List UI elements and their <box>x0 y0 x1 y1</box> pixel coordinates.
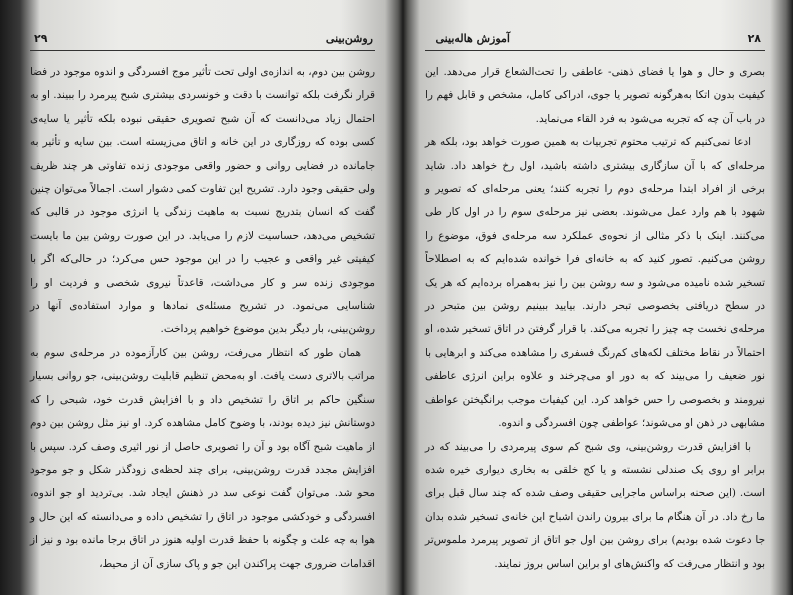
page-header <box>425 28 765 51</box>
paragraph: روشن بین دوم، به اندازه‌ی اولی تحت تأثیر موج افسردگی و اندوه موجود در فضا قرار نگرفت بلکه توانست با دقت و خونسردی بیشتری شبح پیرمرد را ببیند. او به احتمال زیاد می‌دانست که آن شبح تصویری حقیقی نبوده بلکه تأثیر یا سایه‌ی کسی بوده که روزگاری در این خانه و اتاق می‌زیسته است. بین سایه و تأثیر به جامانده در فضایی روانی و حضور واقعی موجودی زنده تفاوتی هر چند ظریف ولی حقیقی وجود دارد. تشریح این تفاوت کمی دشوار است. اجمالاً می‌توان چنین گفت که انسان بتدریج نسبت به ماهیت زندگی یا انرژی موجود در قالبی که تشخیص می‌دهد، حساسیت لازم را می‌یابد. در این صورت روشن بین ما بایست کیفیتی غیر واقعی و عجیب را در این موجود حس می‌کرد؛ در حالی‌که اگر با موجودی زنده سر و کار می‌داشت، قاعدتاً نیروی شخصی و فردیت او را شناسایی می‌نمود. در تشریح مسئله‌ی نمادها و موارد استفاده‌ی آنها در روشن‌بینی، بار دیگر بدین موضوع خواهیم پرداخت. <box>30 66 375 336</box>
page-body <box>30 61 375 576</box>
page-body <box>425 61 765 576</box>
left-page <box>30 28 375 576</box>
paragraph: ادعا نمی‌کنیم که ترتیب محتوم تجربیات به همین صورت خواهد بود، بلکه هر مرحله‌ای که با آن سازگاری بیشتری داشته باشید، اول رخ خواهد داد. شاید برخی از افراد ابتدا مرحله‌ی دوم را تجربه کنند؛ یعنی مرحله‌ای که تصویر و شهود با هم وارد عمل می‌شوند. بعضی نیز مرحله‌ی سوم را در اول کار طی می‌کنند. اینک با ذکر مثالی از نحوه‌ی عملکرد سه مرحله‌ی فوق، موضوع را روشن می‌کنیم. تصور کنید که به خانه‌ای فرا خوانده شده‌ایم که به اصطلاحاً تسخیر شده نامیده می‌شود و سه روشن بین را نیز به‌همراه برده‌ایم که هر یک در سطح دریافتی بخصوصی تبحر دارند. بیایید ببینیم روشن بین متبحر در مرحله‌ی نخست چه چیز را تجربه می‌کند. با قرار گرفتن در اتاق تسخیر شده، او احتمالاً در نقاط مختلف لکه‌های کم‌رنگ فسفری را مشاهده می‌کند و ابرهایی با نور ضعیف را می‌بیند که به دور او می‌چرخند و علاوه براین انرژی عاطفی نیرومند و بخصوصی را حس خواهد کرد. این کیفیات موجب برانگیختن عواطف مشابهی در ذهن او می‌شوند؛ عواطفی چون افسردگی و اندوه. <box>425 136 766 430</box>
page-number: ۲۸ <box>747 32 761 45</box>
running-head: آموزش هاله‌بینی <box>435 32 510 45</box>
page-number: ۲۹ <box>34 32 48 45</box>
paragraph: با افزایش قدرت روشن‌بینی، وی شبح کم سوی پیرمردی را می‌بیند که در برابر او روی یک صندلی نشسته و یا کج خلقی به بخاری دیواری خیره شده است. (این صحنه براساس ماجرایی حقیقی وصف شده که چند سال قبل برای ما رخ داد. در آن هنگام ما برای بیرون راندن اشباح این خانه‌ی تسخیر شده بدان جا دعوت شده بودیم) برای روشن بین اول جو اتاق از تصویر پیرمرد ملموس‌تر بود و انتظار می‌رفت که واکنش‌های او براین اساس بروز نمایند. <box>425 440 765 570</box>
paragraph: بصری و حال و هوا یا فضای ذهنی- عاطفی را تحت‌الشعاع قرار می‌دهد. این کیفیت بدون اتکا به‌هرگونه تصویر یا جوی، ادراکی کامل، مشخص و قابل فهم را در باب آن چه که تجربه می‌شود به فرد القاء می‌نماید. <box>425 66 765 125</box>
paragraph: همان طور که انتظار می‌رفت، روشن بین کارآزموده در مرحله‌ی سوم به مراتب بالاتری دست یافت. او به‌محض تنظیم قابلیت روشن‌بینی، جو روانی بسیار سنگین حاکم بر اتاق را تشخیص داد و با افزایش قدرت خود، شبحی را که دوستانش نیز دیده بودند، با وضوح کامل مشاهده کرد. او نیز مثل روشن بین دوم از ماهیت شبح آگاه بود و آن را تصویری حاصل از نور اثیری وصف کرد. سپس با افزایش مجدد قدرت روشن‌بینی، برای چند لحظه‌ی زودگذر شکل و جو موجود محو شد. می‌توان گفت نوعی سد در ذهنش ایجاد شد. بی‌تردید او جو اندوه، افسردگی و خودکشی موجود در اتاق را تشخیص داده و می‌دانسته که این حال و هوا به چه علت و چگونه با حفظ قدرت اولیه هنوز در اتاق برجا مانده بود و نیز از اقدامات ضروری جهت پراکندن این جو و پاک سازی آن از محیط، <box>30 346 375 570</box>
page-header <box>30 28 375 51</box>
running-head: روشن‌بینی <box>325 32 373 45</box>
right-page <box>425 28 765 576</box>
